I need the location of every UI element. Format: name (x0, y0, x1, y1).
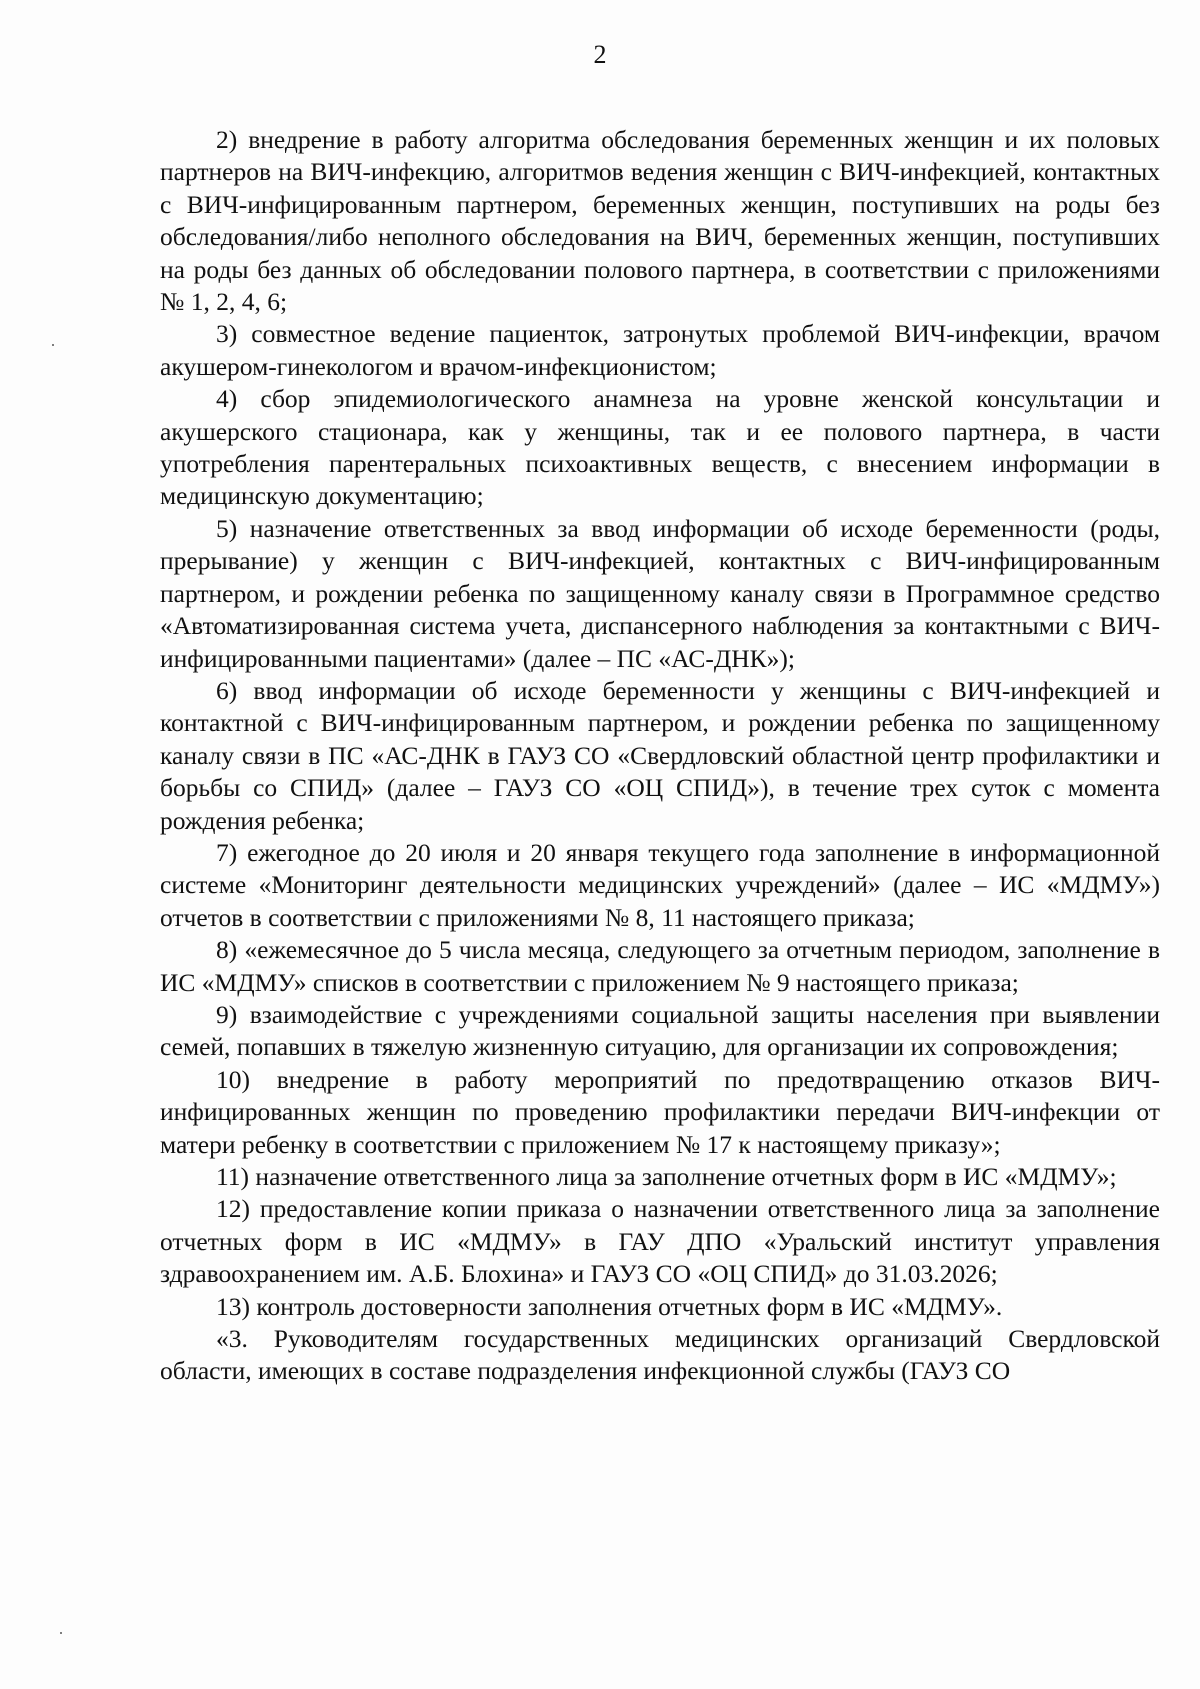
paragraph-item-10: 10) внедрение в работу мероприятий по предотвращению отказов ВИЧ-инфицированных женщин по проведению профилактики передачи ВИЧ-инфекции от матери ребенку в соответствии с приложением № 17 к настоящему приказу»; (160, 1064, 1160, 1159)
paragraph-item-11: 11) назначение ответственного лица за заполнение отчетных форм в ИС «МДМУ»; (216, 1162, 1117, 1191)
paragraph-item-12: 12) предоставление копии приказа о назначении ответственного лица за заполнение отчетных форм в ИС «МДМУ» в ГАУ ДПО «Уральский институт управления здравоохранением им. А.Б. Блохина» и ГАУЗ СО «ОЦ СПИД» до 31.03.2026; (160, 1194, 1160, 1289)
paragraph-item-4: 4) сбор эпидемиологического анамнеза на уровне женской консультации и акушерского стационара, как у женщины, так и ее полового партнера, в части употребления парентеральных психоактивных веществ, с внесением информации в медицинскую документацию; (160, 384, 1160, 511)
scan-speck (52, 344, 54, 346)
paragraph-item-3: 3) совместное ведение пациенток, затронутых проблемой ВИЧ-инфекции, врачом акушером-гинекологом и врачом-инфекционистом; (160, 319, 1160, 381)
paragraph-item-9: 9) взаимодействие с учреждениями социальной защиты населения при выявлении семей, попавших в тяжелую жизненную ситуацию, для организации их сопровождения; (160, 999, 1160, 1062)
paragraph-section-3: «3. Руководителям государственных медицинских организаций Свердловской области, имеющих в составе подразделения инфекционной службы (ГАУЗ СО (160, 1324, 1160, 1386)
document-body (160, 124, 1160, 1388)
paragraph-item-2: 2) внедрение в работу алгоритма обследования беременных женщин и их половых партнеров на ВИЧ-инфекцию, алгоритмов ведения женщин с ВИЧ-инфекцией, контактных с ВИЧ-инфицированным партнером, беременных женщин, поступивших на роды без обследования/либо неполного обследования на ВИЧ, беременных женщин, поступивших на роды без данных об обследовании полового партнера, в соответствии с приложениями № 1, 2, 4, 6; (160, 125, 1160, 317)
paragraph-item-5: 5) назначение ответственных за ввод информации об исходе беременности (роды, прерывание) у женщин с ВИЧ-инфекцией, контактных с ВИЧ-инфицированным партнером, и рождении ребенка по защищенному каналу связи в Программное средство «Автоматизированная система учета, диспансерного наблюдения за контактными с ВИЧ-инфицированными пациентами» (далее – ПС «АС-ДНК»); (160, 513, 1160, 673)
paragraph-item-13: 13) контроль достоверности заполнения отчетных форм в ИС «МДМУ». (216, 1291, 1003, 1321)
paragraph-item-8: 8) «ежемесячное до 5 числа месяца, следующего за отчетным периодом, заполнение в ИС «МДМУ» списков в соответствии с приложением № 9 настоящего приказа; (160, 935, 1160, 997)
scan-speck (60, 1632, 62, 1634)
paragraph-item-6: 6) ввод информации об исходе беременности у женщины с ВИЧ-инфекцией и контактной с ВИЧ-инфицированным партнером, и рождении ребенка по защищенному каналу связи в ПС «АС-ДНК в ГАУЗ СО «Свердловский областной центр профилактики и борьбы со СПИД» (далее – ГАУЗ СО «ОЦ СПИД»), в течение трех суток с момента рождения ребенка; (160, 675, 1160, 835)
page-number: 2 (593, 40, 607, 69)
paragraph-item-7: 7) ежегодное до 20 июля и 20 января текущего года заполнение в информационной системе «Мониторинг деятельности медицинских учреждений» (далее – ИС «МДМУ») отчетов в соответствии с приложениями № 8, 11 настоящего приказа; (160, 837, 1160, 932)
